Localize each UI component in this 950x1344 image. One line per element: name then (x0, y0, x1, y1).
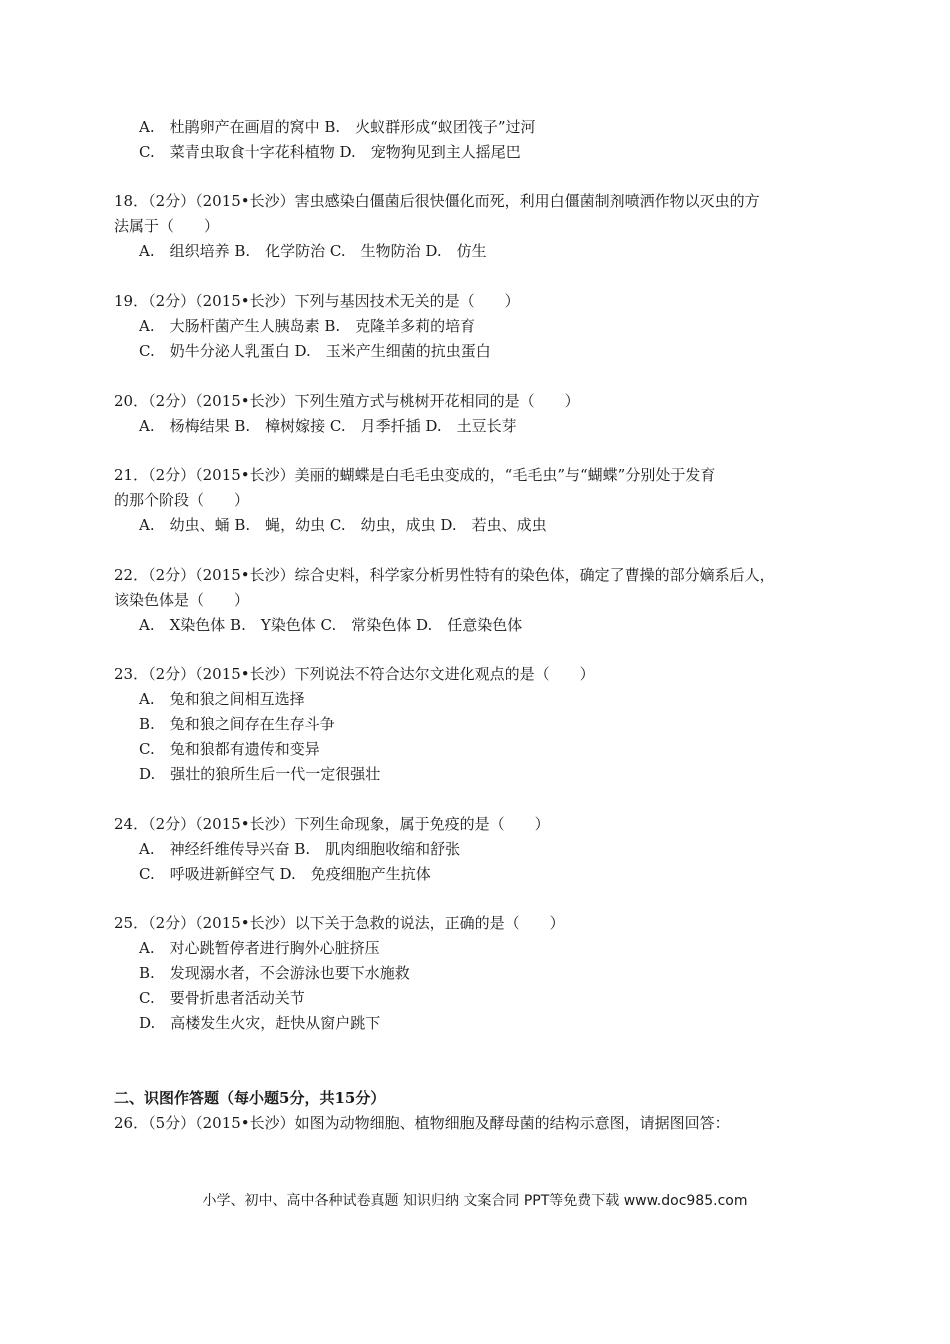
section-heading: 二、识图作答题（每小题5分，共15分） (114, 1089, 386, 1107)
q19-options-cd: C. 奶牛分泌人乳蛋白 D. 玉米产生细菌的抗虫蛋白 (139, 342, 491, 360)
q22-stem-line2: 该染色体是（ ） (114, 591, 250, 609)
q21-stem-line2: 的那个阶段（ ） (114, 491, 250, 509)
q21-options: A. 幼虫、蛹 B. 蝇，幼虫 C. 幼虫，成虫 D. 若虫、成虫 (139, 516, 547, 534)
q22-options: A. X染色体 B. Y染色体 C. 常染色体 D. 任意染色体 (139, 616, 523, 634)
page-footer: 小学、初中、高中各种试卷真题 知识归纳 文案合同 PPT等免费下载 www.doc985.com (202, 1193, 748, 1209)
q24-options-ab: A. 神经纤维传导兴奋 B. 肌肉细胞收缩和舒张 (139, 840, 461, 858)
q25-stem: 25．（2分）（2015•长沙）以下关于急救的说法，正确的是（ ） (114, 914, 565, 932)
q23-option-c: C. 兔和狼都有遗传和变异 (139, 740, 320, 758)
q17-options-cd: C. 菜青虫取食十字花科植物 D. 宠物狗见到主人摇尾巴 (139, 143, 521, 161)
q21-stem-line1: 21．（2分）（2015•长沙）美丽的蝴蝶是白毛毛虫变成的，“毛毛虫”与“蝴蝶”分别处于发育 (114, 466, 716, 484)
q22-stem-line1: 22．（2分）（2015•长沙）综合史料，科学家分析男性特有的染色体，确定了曹操的部分嫡系后人， (114, 566, 775, 584)
q25-option-c: C. 要骨折患者活动关节 (139, 989, 305, 1007)
q18-stem-line2: 法属于（ ） (114, 217, 220, 235)
q20-stem: 20．（2分）（2015•长沙）下列生殖方式与桃树开花相同的是（ ） (114, 392, 580, 410)
q19-stem: 19．（2分）（2015•长沙）下列与基因技术无关的是（ ） (114, 292, 520, 310)
q26-stem: 26．（5分）（2015•长沙）如图为动物细胞、植物细胞及酵母菌的结构示意图，请据图回答： (114, 1114, 730, 1132)
q25-option-b: B. 发现溺水者，不会游泳也要下水施救 (139, 964, 410, 982)
q25-option-d: D. 高楼发生火灾，赶快从窗户跳下 (139, 1014, 381, 1032)
q18-options: A. 组织培养 B. 化学防治 C. 生物防治 D. 仿生 (139, 242, 487, 260)
q20-options: A. 杨梅结果 B. 樟树嫁接 C. 月季扦插 D. 土豆长芽 (139, 417, 517, 435)
q19-options-ab: A. 大肠杆菌产生人胰岛素 B. 克隆羊多莉的培育 (139, 317, 476, 335)
q18-stem-line1: 18．（2分）（2015•长沙）害虫感染白僵菌后很快僵化而死，利用白僵菌制剂喷洒作物以灭虫的方 (114, 192, 760, 210)
q23-option-a: A. 兔和狼之间相互选择 (139, 690, 305, 708)
q24-stem: 24．（2分）（2015•长沙）下列生命现象，属于免疫的是（ ） (114, 815, 550, 833)
q23-option-b: B. 兔和狼之间存在生存斗争 (139, 715, 335, 733)
q17-options-ab: A. 杜鹃卵产在画眉的窝中 B. 火蚁群形成“蚁团筏子”过河 (139, 118, 536, 136)
q25-option-a: A. 对心跳暂停者进行胸外心脏挤压 (139, 939, 380, 957)
q23-stem: 23．（2分）（2015•长沙）下列说法不符合达尔文进化观点的是（ ） (114, 665, 595, 683)
q23-option-d: D. 强壮的狼所生后一代一定很强壮 (139, 765, 381, 783)
q24-options-cd: C. 呼吸进新鲜空气 D. 免疫细胞产生抗体 (139, 865, 431, 883)
